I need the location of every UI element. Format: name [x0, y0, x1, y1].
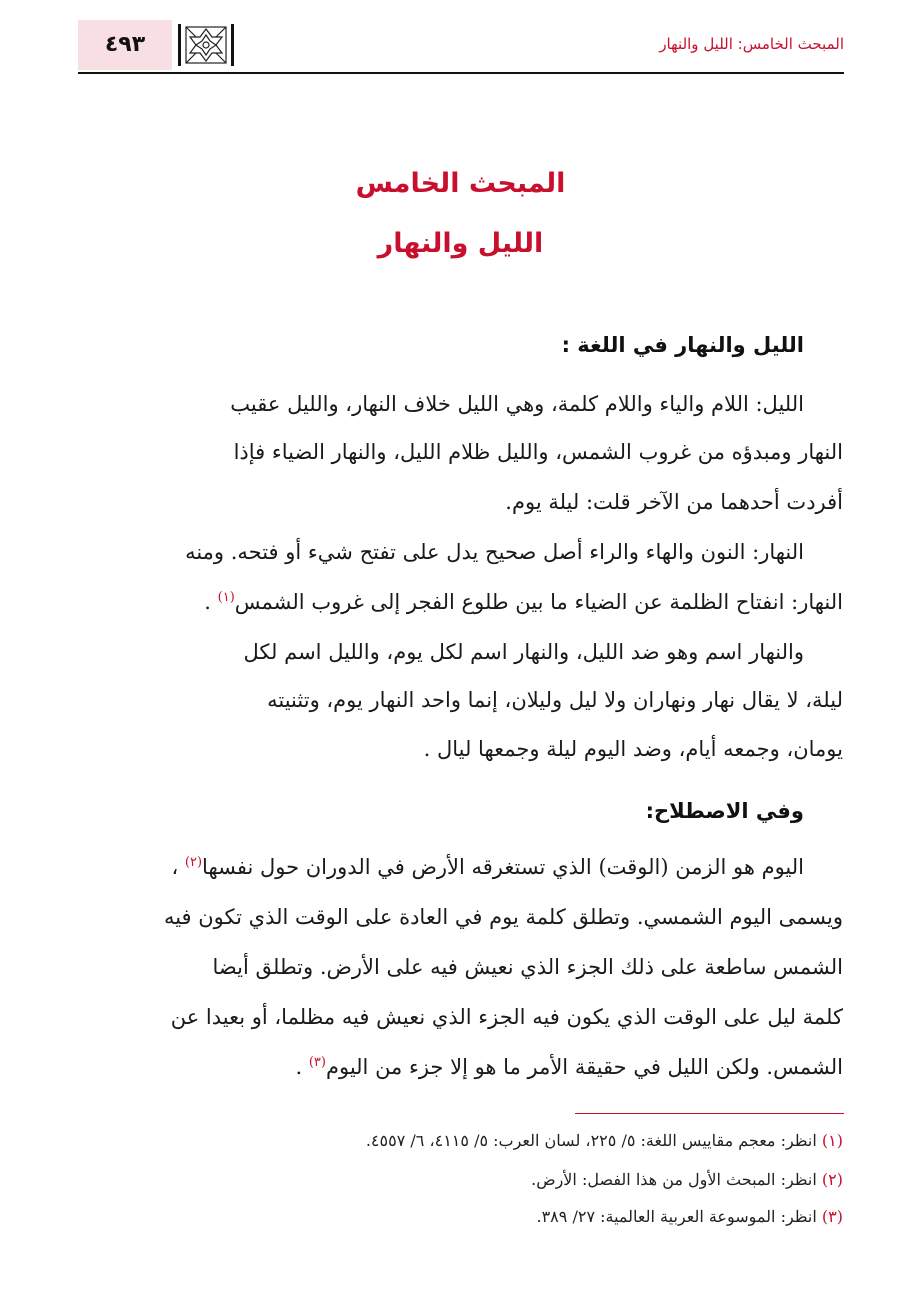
text-line: الليل: اللام والياء واللام كلمة، وهي الليل خلاف النهار، والليل عقيب — [230, 392, 804, 416]
line-end-mark: ، — [171, 855, 179, 879]
heading-technical: وفي الاصطلاح: — [645, 799, 804, 823]
footnote-2 — [531, 1170, 843, 1189]
page-header — [78, 20, 844, 70]
text-line: كلمة ليل على الوقت الذي يكون فيه الجزء الذي نعيش فيه مظلما، أو بعيدا عن — [170, 1005, 843, 1029]
header-rule — [78, 72, 844, 74]
footnote-text: انظر: الموسوعة العربية العالمية: ٢٧/ ٣٨٩. — [536, 1207, 817, 1226]
running-title: المبحث الخامس: الليل والنهار — [659, 35, 844, 53]
footnote-ref-2[interactable]: (٢) — [184, 855, 203, 870]
footnote-3 — [536, 1207, 843, 1226]
text-line-with-ref — [171, 855, 804, 879]
footnote-text: انظر: معجم مقاييس اللغة: ٥/ ٢٢٥، لسان العرب: ٥/ ٤١١٥، ٦/ ٤٥٥٧. — [365, 1131, 817, 1150]
heading-linguistic: الليل والنهار في اللغة : — [561, 333, 804, 357]
text-line: الشمس ساطعة على ذلك الجزء الذي نعيش فيه على الأرض. وتطلق أيضا — [212, 955, 843, 979]
text-line-body: اليوم هو الزمن (الوقت) الذي تستغرقه الأرض في الدوران حول نفسها — [202, 855, 804, 879]
ornament-icon — [177, 24, 235, 66]
footnote-1 — [366, 1131, 843, 1150]
footnote-ref-3[interactable]: (٣) — [308, 1055, 326, 1070]
text-line: أفردت أحدهما من الآخر قلت: ليلة يوم. — [505, 490, 843, 514]
line-end-mark: . — [204, 590, 211, 614]
text-line: ويسمى اليوم الشمسي. وتطلق كلمة يوم في العادة على الوقت الذي تكون فيه — [163, 905, 843, 929]
page-number-box — [78, 20, 172, 70]
footnote-number: (٢) — [821, 1170, 843, 1189]
topic-title: الليل والنهار — [377, 228, 544, 259]
footnote-number: (١) — [821, 1131, 843, 1150]
text-line-body: النهار: انفتاح الظلمة عن الضياء ما بين طلوع الفجر إلى غروب الشمس — [234, 590, 843, 614]
text-line: النهار ومبدؤه من غروب الشمس، والليل ظلام الليل، والنهار الضياء فإذا — [233, 440, 843, 464]
line-end-mark: . — [295, 1055, 303, 1079]
footnote-ref-1[interactable]: (١) — [217, 590, 235, 605]
footnote-text: انظر: المبحث الأول من هذا الفصل: الأرض. — [531, 1170, 817, 1189]
text-line: يومان، وجمعه أيام، وضد اليوم ليلة وجمعها ليال . — [423, 737, 843, 761]
page-number: ٤٩٣ — [104, 32, 146, 57]
text-line-body: الشمس. ولكن الليل في حقيقة الأمر ما هو إلا جزء من اليوم — [325, 1055, 843, 1079]
footnote-number: (٣) — [821, 1207, 843, 1226]
section-title: المبحث الخامس — [355, 168, 566, 199]
text-line: والنهار اسم وهو ضد الليل، والنهار اسم لكل يوم، والليل اسم لكل — [243, 640, 804, 664]
footnote-rule — [575, 1113, 844, 1114]
text-line-with-ref — [204, 590, 843, 614]
text-line-with-ref — [295, 1055, 843, 1079]
text-line: ليلة، لا يقال نهار ونهاران ولا ليل وليلان، إنما واحد النهار يوم، وتثنيته — [267, 688, 843, 712]
text-line: النهار: النون والهاء والراء أصل صحيح يدل على تفتح شيء أو فتحه. ومنه — [185, 540, 804, 564]
